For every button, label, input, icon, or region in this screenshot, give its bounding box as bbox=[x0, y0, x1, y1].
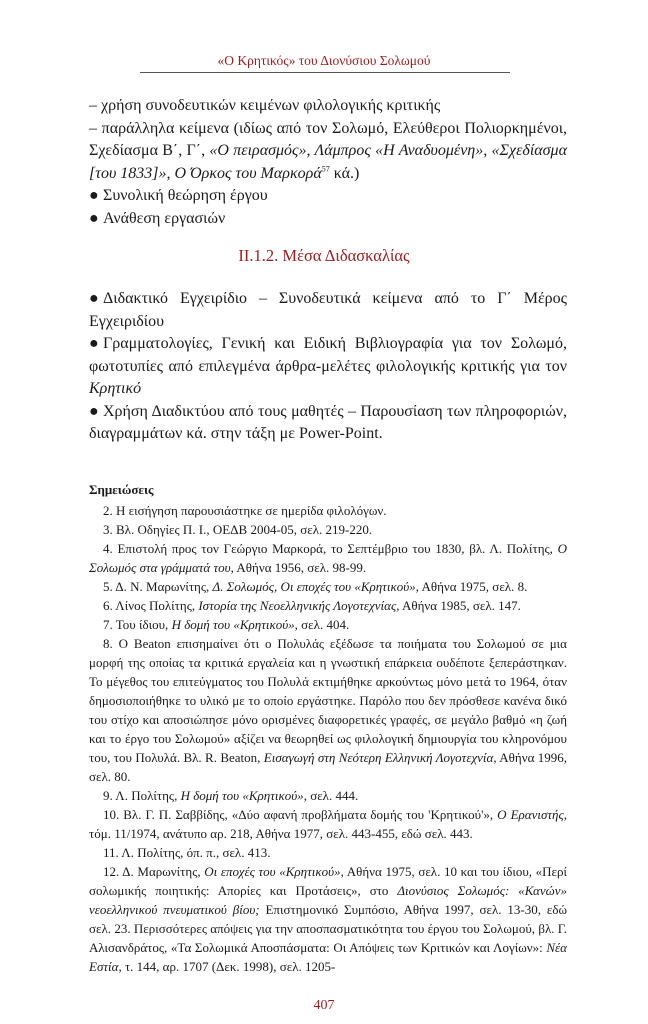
footnotes bbox=[89, 480, 567, 976]
running-title: «Ο Κρητικός» του Διονύσιου Σολωμού bbox=[217, 53, 431, 68]
header-rule bbox=[140, 72, 510, 73]
note-12: 12. Δ. Μαρωνίτης, Οι εποχές του «Κρητικού», Αθήνα 1975, σελ. 10 και του ίδιου, «Περί σολωμικής ποιητικής: Απορίες και Προτάσεις», στο Διονύσιος Σολωμός: «Κανών» νεοελληνικού πνευματικού βίου; Επιστημονικό Συμπόσιο, Αθήνα 1997, σελ. 13-30, εδώ σελ. 23. Περισσότερες απόψεις για την αποσπασματικότητα του έργου του Σολωμού, βλ. Γ. Αλισανδράτος, «Τα Σολωμικά Αποσπάσματα: Οι Απόψεις των Κριτικών και Λογίων»: Νέα Εστία, τ. 144, αρ. 1707 (Δεκ. 1998), σελ. 1205- bbox=[89, 864, 568, 974]
bullet-item-bibliography: ● Γραμματολογίες, Γενική και Ειδική Βιβλιογραφία για τον Σολωμό, φωτοτυπίες από επιλεγμένα άρθρα-μελέτες φιλολογικής κριτικής για τον Κρητικό bbox=[89, 335, 567, 397]
bullet-icon: ● bbox=[89, 187, 99, 204]
note-6: 6. Λίνος Πολίτης, Ιστορία της Νεοελληνικής Λογοτεχνίας, Αθήνα 1985, σελ. 147. bbox=[103, 598, 521, 613]
note-2: 2. Η εισήγηση παρουσιάστηκε σε ημερίδα φιλολόγων. bbox=[103, 503, 387, 518]
note-7: 7. Του ίδιου, Η δομή του «Κρητικού», σελ. 404. bbox=[103, 617, 350, 632]
page-number: 407 bbox=[313, 998, 335, 1013]
top-list bbox=[89, 95, 567, 230]
bullet-icon: ● bbox=[89, 290, 99, 307]
bullet-item-overview: ● Συνολική θεώρηση έργου bbox=[89, 185, 567, 208]
note-4: 4. Επιστολή προς τον Γεώργιο Μαρκορά, το Σεπτέμβριο του 1830, βλ. Λ. Πολίτης, Ο Σολωμός στα γράμματά του, Αθήνα 1956, σελ. 98-99. bbox=[89, 541, 567, 575]
bullet-item-textbook: ● Διδακτικό Εγχειρίδιο – Συνοδευτικά κείμενα από το Γ΄ Μέρος Εγχειριδίου bbox=[89, 290, 567, 330]
notes-heading: Σημειώσεις bbox=[89, 482, 154, 497]
footnote-ref-57: 57 bbox=[321, 164, 330, 174]
note-3: 3. Βλ. Οδηγίες Π. Ι., ΟΕΔΒ 2004-05, σελ. 219-220. bbox=[103, 522, 373, 537]
bullet-icon: ● bbox=[89, 209, 99, 227]
note-8: 8. Ο Beaton επισημαίνει ότι ο Πολυλάς εξέδωσε τα ποιήματα του Σολωμού σε μια μορφή της οποίας τα κριτικά εργαλεία και η γνωστική επάρκεια ουδέποτε ξεπεράστηκαν. Το μέγεθος του επιτεύγματος του Πολυλά εκτιμήθηκε αρκούντως μόνο μετά το 1964, όταν δημοσιοποιήθηκε το υλικό με το οποίο εργάστηκε. Παρόλο που δεν πρόσθεσε κανένα δικό του στίχο και αποσιώπησε μόνο ορισμένες διαφορετικές γραφές, σε μεγάλο βαθμό «η ζωή και το έργο του Σολωμού» αξίζει να θεωρηθεί ως φιλολογική δημιουργία του κληρονόμου του, του Πολυλά. Βλ. R. Beaton, Εισαγωγή στη Νεότερη Ελληνική Λογοτεχνία, Αθήνα 1996, σελ. 80. bbox=[89, 636, 568, 784]
dash-item-1: – χρήση συνοδευτικών κειμένων φιλολογικής κριτικής bbox=[89, 97, 441, 114]
bullet-item-internet: ● Χρήση Διαδικτύου από τους μαθητές – Παρουσίαση των πληροφοριών, διαγραμμάτων κά. στην τάξη με Power-Point. bbox=[89, 402, 567, 442]
bullet-icon: ● bbox=[89, 335, 99, 352]
note-5: 5. Δ. Ν. Μαρωνίτης, Δ. Σολωμός, Οι εποχές του «Κρητικού», Αθήνα 1975, σελ. 8. bbox=[103, 579, 528, 594]
teaching-media-list bbox=[89, 288, 567, 446]
section-heading: ΙΙ.1.2. Μέσα Διδασκαλίας bbox=[238, 246, 410, 265]
parallel-texts: «Ο πειρασμός», Λάμπρος «Η Αναδυομένη», «Σχεδίασμα [του 1833]», Ο Όρκος του Μαρκορά bbox=[89, 142, 567, 182]
bullet-item-assignments: ● Ανάθεση εργασιών bbox=[89, 208, 567, 231]
note-9: 9. Λ. Πολίτης, Η δομή του «Κρητικού», σελ. 444. bbox=[103, 788, 359, 803]
bullet-icon: ● bbox=[89, 402, 99, 420]
note-10: 10. Βλ. Γ. Π. Σαββίδης, «Δύο αφανή προβλήματα δομής του 'Κρητικού'», Ο Ερανιστής, τόμ. 11/1974, ανάτυπο αρ. 218, Αθήνα 1977, σελ. 443-455, εδώ σελ. 443. bbox=[89, 807, 567, 841]
dash-item-2: – παράλληλα κείμενα (ιδίως από τον Σολωμό, Ελεύθεροι Πολιορκημένοι, Σχεδίασμα Β΄, Γ΄, «Ο πειρασμός», Λάμπρος «Η Αναδυομένη», «Σχεδίασμα [του 1833]», Ο Όρκος του Μαρκορά$^{57}$ κά.) bbox=[89, 119, 567, 182]
note-11: 11. Λ. Πολίτης, όπ. π., σελ. 413. bbox=[103, 845, 271, 860]
